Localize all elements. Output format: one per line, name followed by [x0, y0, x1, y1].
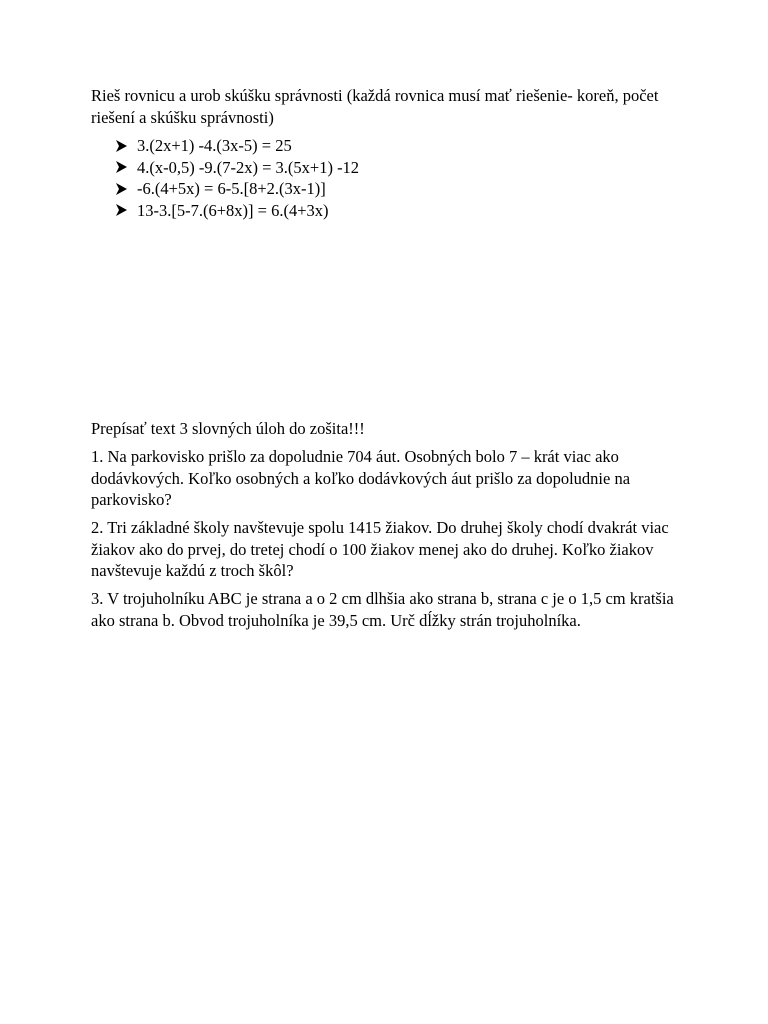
- equation-item: [91, 200, 691, 222]
- arrowhead-bullet-icon: [115, 178, 129, 200]
- equation-item: [91, 135, 691, 157]
- task1-instruction: Rieš rovnicu a urob skúšku správnosti (každá rovnica musí mať riešenie- koreň, počet riešení a skúšku správnosti): [91, 86, 659, 127]
- arrowhead-bullet-icon: [115, 157, 129, 179]
- equation-text: -6.(4+5x) = 6-5.[8+2.(3x-1)]: [137, 179, 326, 198]
- equation-item: [91, 178, 691, 200]
- equation-list: [91, 135, 691, 221]
- word-problem-2: 2. Tri základné školy navštevuje spolu 1415 žiakov. Do druhej školy chodí dvakrát viac žiakov ako do prvej, do tretej chodí o 100 žiakov menej ako do druhej. Koľko žiakov navštevuje každú z troch škôl?: [91, 518, 669, 580]
- word-problem-3: 3. V trojuholníku ABC je strana a o 2 cm dlhšia ako strana b, strana c je o 1,5 cm kratšia ako strana b. Obvod trojuholníka je 39,5 cm. Urč dĺžky strán trojuholníka.: [91, 589, 674, 630]
- equation-item: [91, 157, 691, 179]
- arrowhead-bullet-icon: [115, 200, 129, 222]
- equation-text: 4.(x-0,5) -9.(7-2x) = 3.(5x+1) -12: [137, 157, 360, 177]
- arrowhead-bullet-icon: [115, 135, 129, 157]
- task2-section: [91, 418, 681, 638]
- equation-text: 3.(2x+1) -4.(3x-5) = 25: [137, 136, 292, 155]
- task2-heading: Prepísať text 3 slovných úloh do zošita!!!: [91, 419, 365, 438]
- task1-section: [91, 85, 691, 221]
- equation-text: 13-3.[5-7.(6+8x)] = 6.(4+3x): [137, 200, 329, 220]
- word-problem-1: 1. Na parkovisko prišlo za dopoludnie 704 áut. Osobných bolo 7 – krát viac ako dodávkových. Koľko osobných a koľko dodávkových áut prišlo za dopoludnie na parkovisko?: [91, 447, 631, 509]
